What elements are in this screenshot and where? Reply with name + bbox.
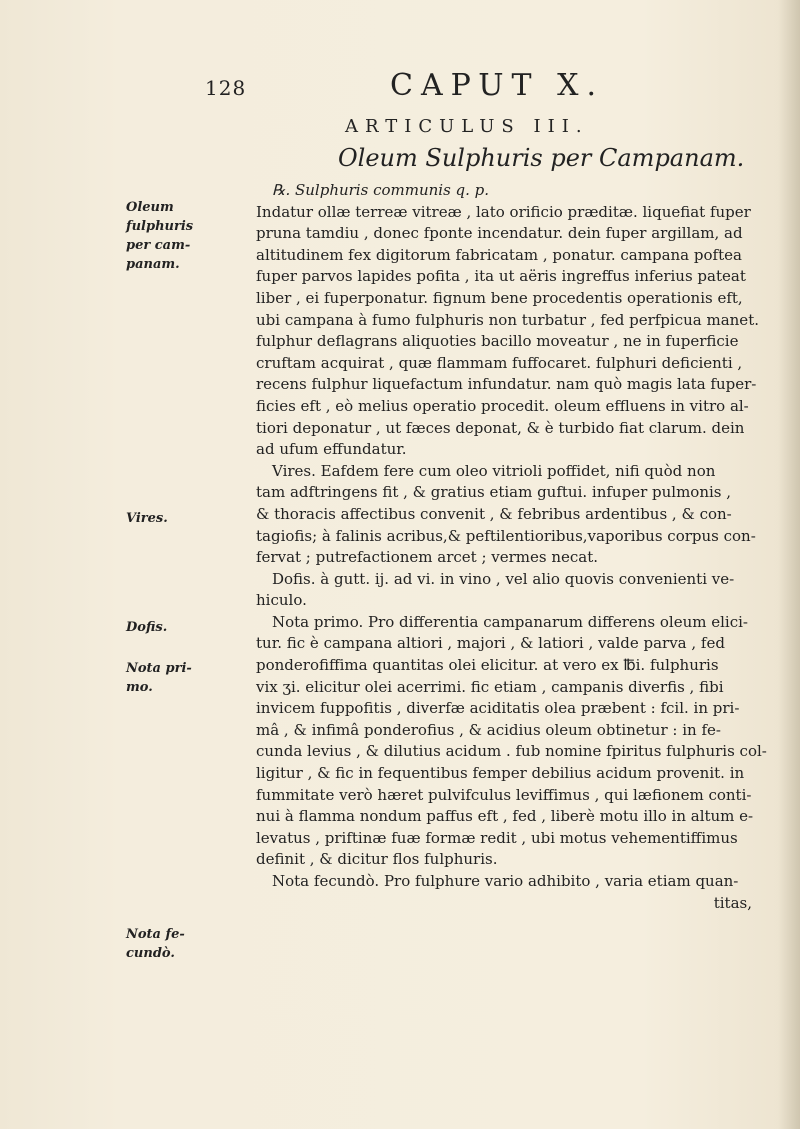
text-line: ad ufum effundatur. xyxy=(256,440,407,459)
text-line: liber , ei fuperponatur. fignum bene procedentis operationis eft, xyxy=(256,288,743,307)
text-line: ubi campana à fumo fulphuris non turbatur , fed perfpicua manet. xyxy=(256,310,759,329)
text-line: Indatur ollæ terreæ vitreæ , lato orificio præditæ. liquefiat fuper xyxy=(256,202,751,221)
text-line: pruna tamdiu , donec fponte incendatur. dein fuper argillam, ad xyxy=(256,224,743,243)
text-line: ficies eft , eò melius operatio procedit. oleum effluens in vitro al- xyxy=(256,396,749,415)
margin-note-nota-secundo: Nota fe- cundò. xyxy=(126,927,185,961)
text-line: cruftam acquirat , quæ flammam fuffocaret. fulphuri deficienti , xyxy=(256,353,743,372)
text-line: invicem fuppofitis , diverfæ aciditatis olea præbent : fcil. in pri- xyxy=(256,699,740,718)
text-line: vix ʒi. elicitur olei acerrimi. fic etiam , campanis diverfis , fibi xyxy=(256,677,724,696)
text-line: cunda levius , & dilutius acidum . fub nomine fpiritus fulphuris col- xyxy=(256,742,767,761)
text-line: altitudinem fex digitorum fabricatam , ponatur. campana poftea xyxy=(256,245,742,264)
text-line: Dofis. à gutt. ij. ad vi. in vino , vel alio quovis convenienti ve- xyxy=(272,569,735,588)
margin-note-dosis: Dofis. xyxy=(126,620,168,635)
text-line: Nota primo. Pro differentia campanarum differens oleum elici- xyxy=(272,612,748,631)
article-heading: ARTICULUS III. xyxy=(345,116,589,137)
text-line: nui à flamma nondum paffus eft , fed , liberè motu illo in altum e- xyxy=(256,807,754,826)
chapter-heading: CAPUT X. xyxy=(390,68,604,103)
text-line: fuper parvos lapides pofita , ita ut aëris ingreffus inferius pateat xyxy=(256,267,746,286)
text-line: Vires. Eafdem fere cum oleo vitrioli poffidet, nifi quòd non xyxy=(272,461,716,480)
text-line: & thoracis affectibus convenit , & febribus ardentibus , & con- xyxy=(256,504,732,523)
text-line: Nota fecundò. Pro fulphure vario adhibito , varia etiam quan- xyxy=(272,872,739,890)
text-line: levatus , priftinæ fuæ formæ redit , ubi motus vehementiffimus xyxy=(256,828,738,847)
text-line: tam adftringens fit , & gratius etiam guftui. infuper pulmonis , xyxy=(256,483,732,502)
text-line: ℞. Sulphuris communis q. p. xyxy=(272,181,490,199)
text-line: ligitur , & fic in fequentibus femper debilius acidum provenit. in xyxy=(256,764,745,783)
page-number: 128 xyxy=(205,76,247,100)
text-line: tiori deponatur , ut fæces deponat, & è turbido fiat clarum. dein xyxy=(256,418,745,437)
margin-note-vires: Vires. xyxy=(126,511,168,526)
text-line: recens fulphur liquefactum infundatur. nam quò magis lata fuper- xyxy=(256,375,757,394)
text-line: hiculo. xyxy=(256,591,307,610)
text-line: tur. fic è campana altiori , majori , & latiori , valde parva , fed xyxy=(256,634,725,653)
margin-note-oleum: Oleum fulphuris per cam- panam. xyxy=(126,200,194,272)
text-line: fervat ; putrefactionem arcet ; vermes necat. xyxy=(256,548,599,567)
article-title: Oleum Sulphuris per Campanam. xyxy=(338,144,745,172)
text-line: tagiofis; à falinis acribus,& peftilentioribus,vaporibus corpus con- xyxy=(256,526,756,545)
text-line: definit , & dicitur flos fulphuris. xyxy=(256,850,498,869)
text-line: ponderofiffima quantitas olei elicitur. at vero ex ℔i. fulphuris xyxy=(256,656,719,675)
margin-note-nota-primo: Nota pri- mo. xyxy=(126,661,192,695)
text-line: fulphur deflagrans aliquoties bacillo moveatur , ne in fuperficie xyxy=(256,332,739,351)
body-text xyxy=(256,180,767,914)
text-line: fummitate verò hæret pulvifculus leviffimus , qui læfionem conti- xyxy=(256,785,752,804)
catchword: titas, xyxy=(713,893,752,912)
page-edge-shadow xyxy=(778,0,800,1129)
page-header xyxy=(0,62,800,102)
text-line: mâ , & infimâ ponderofius , & acidius oleum obtinetur : in fe- xyxy=(256,720,721,739)
